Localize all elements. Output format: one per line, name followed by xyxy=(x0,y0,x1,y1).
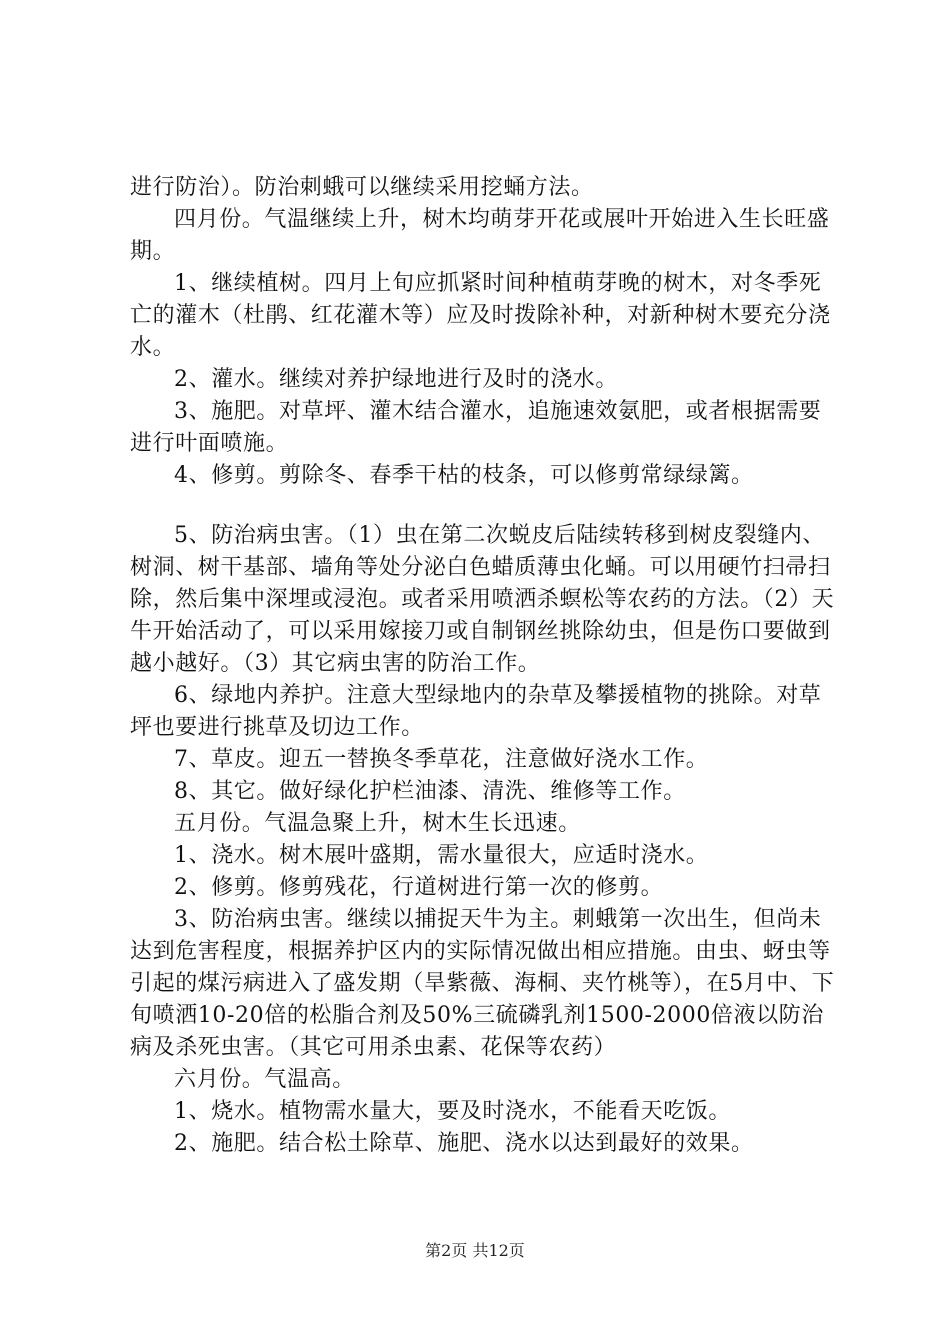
document-body xyxy=(130,172,840,1160)
paragraph-spacer xyxy=(130,492,840,520)
paragraph-may-watering: 1、浇水。树木展叶盛期，需水量很大，应适时浇水。 xyxy=(174,843,709,868)
paragraph-april-pruning: 4、修剪。剪除冬、春季干枯的枝条，可以修剪常绿绿篱。 xyxy=(174,463,754,488)
page-footer xyxy=(0,1241,950,1261)
paragraph-april-green-maintenance: 6、绿地内养护。注意大型绿地内的杂草及攀援植物的挑除。对草坪也要进行挑草及切边工作。 xyxy=(130,683,822,740)
paragraph-april-fertilizing: 3、施肥。对草坪、灌木结合灌水，追施速效氨肥，或者根据需要进行叶面喷施。 xyxy=(130,399,822,456)
paragraph-april-turf: 7、草皮。迎五一替换冬季草花，注意做好浇水工作。 xyxy=(174,747,709,772)
paragraph-may-pruning: 2、修剪。修剪残花，行道树进行第一次的修剪。 xyxy=(174,875,664,900)
paragraph-april-watering: 2、灌水。继续对养护绿地进行及时的浇水。 xyxy=(174,367,618,392)
page-number-label: 第2页 共12页 xyxy=(425,1241,525,1260)
paragraph-april-heading: 四月份。气温继续上升，树木均萌芽开花或展叶开始进入生长旺盛期。 xyxy=(130,207,830,264)
paragraph-april-pest-control: 5、防治病虫害。（1）虫在第二次蜕皮后陆续转移到树皮裂缝内、树洞、树干基部、墙角等处分泌白色蜡质薄虫化蛹。可以用硬竹扫帚扫除，然后集中深埋或浸泡。或者采用喷洒杀螟松等农药的方法。（2）天牛开始活动了，可以采用嫁接刀或自制钢丝挑除幼虫，但是伤口要做到越小越好。（3）其它病虫害的防治工作。 xyxy=(130,523,835,676)
paragraph-june-heading: 六月份。气温高。 xyxy=(174,1067,355,1092)
paragraph-june-watering: 1、烧水。植物需水量大，要及时浇水，不能看天吃饭。 xyxy=(174,1099,731,1124)
paragraph-april-other: 8、其它。做好绿化护栏油漆、清洗、维修等工作。 xyxy=(174,779,686,804)
paragraph-may-pest-control: 3、防治病虫害。继续以捕捉天牛为主。刺蛾第一次出生，但尚未达到危害程度，根据养护区内的实际情况做出相应措施。由虫、蚜虫等引起的煤污病进入了盛发期（旱紫薇、海桐、夹竹桃等），在5月中、下旬喷洒10-20倍的松脂合剂及50%三硫磷乳剂1500-2000倍液以防治病及杀死虫害。（其它可用杀虫素、花保等农药） xyxy=(130,907,835,1060)
paragraph-may-heading: 五月份。气温急聚上升，树木生长迅速。 xyxy=(174,811,581,836)
paragraph-control-continuation: 进行防治）。防治刺蛾可以继续采用挖蛹方法。 xyxy=(130,175,594,200)
paragraph-april-planting: 1、继续植树。四月上旬应抓紧时间种植萌芽晚的树木，对冬季死亡的灌木（杜鹃、红花灌木等）应及时拨除补种，对新种树木要充分浇水。 xyxy=(130,271,831,360)
paragraph-june-fertilizing: 2、施肥。结合松土除草、施肥、浇水以达到最好的效果。 xyxy=(174,1131,754,1156)
